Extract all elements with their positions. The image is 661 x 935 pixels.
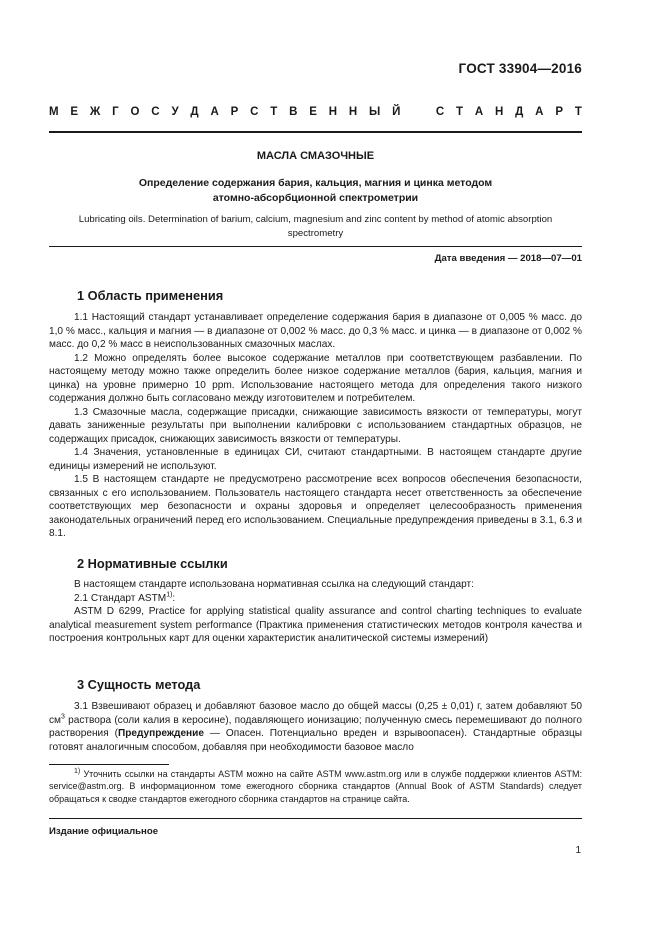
- banner-letter: Д: [190, 106, 199, 118]
- banner-letter: Н: [328, 106, 338, 118]
- paragraph-1-3: 1.3 Смазочные масла, содержащие присадки, снижающие зависимость вязкости от температуры, могут давать заниженные результаты при выполнении калибровки с использованием стандартных образцов, не содержащих присадок, снижающих зависимость вязкости от температуры.: [49, 406, 582, 445]
- astm-colon: :: [172, 592, 176, 604]
- footnote-marker: 1): [74, 768, 81, 775]
- section-3-heading: 3 Сущность метода: [77, 677, 201, 692]
- paragraph-3-1: [49, 700, 582, 754]
- banner-letter: А: [210, 106, 219, 118]
- banner-letter: С: [250, 106, 259, 118]
- banner-letter: Н: [495, 106, 504, 118]
- banner-letter: С: [435, 106, 445, 118]
- paragraph-3-1-part-b: раствора (соли калия в керосине), подавляющего ионизацию; полученную смесь перемешивают до полного растворения (: [49, 714, 582, 739]
- gost-code: ГОСТ 33904—2016: [458, 61, 582, 76]
- footnote-text-block: [49, 768, 582, 805]
- english-title: [49, 213, 582, 241]
- banner-letter: Е: [309, 106, 317, 118]
- banner-letter: В: [289, 106, 298, 118]
- banner-letter: М: [49, 106, 59, 118]
- banner-letter: О: [130, 106, 140, 118]
- page-number: 1: [575, 845, 581, 856]
- subtitle-line: Определение содержания бария, кальция, магния и цинка методом: [138, 177, 493, 189]
- banner-letter: Р: [230, 106, 239, 118]
- paragraph-astm-d6299: ASTM D 6299, Practice for applying statistical quality assurance and control charting techniques to evaluate analytical measurement system performance (Практика применения статистических методов контроля качества и построения контрольных карт для оценки характеристик аналитической системы измерений): [49, 606, 582, 644]
- english-title-line: spectrometry: [287, 228, 344, 239]
- paragraph-1-2: 1.2 Можно определять более высокое содержание металлов при соответствующем разбавлении. По настоящему методу можно также определить более низкое содержание металлов (бария, кальция, магния и цинка) на уровне примерно 10 ppm. Использование настоящего метода для определения такого низкого содержания должно быть согласовано между изготовителем и потребителем.: [49, 352, 582, 404]
- paragraph-2-1: [49, 592, 582, 606]
- paragraph-3-1-part-a: 3.1 Взвешивают образец и добавляют базовое масло до общей массы (0,25 ± 0,01) г, затем добавляют 50 см: [49, 701, 582, 726]
- banner-letter: Ж: [89, 106, 101, 118]
- warning-label: Предупреждение: [117, 728, 204, 739]
- banner-letter: Е: [70, 106, 79, 118]
- footnote: [49, 768, 582, 805]
- introduction-date: Дата введения — 2018—07—01: [434, 253, 582, 264]
- paragraph-3-1-part-c: — Опасен. Потенциально вреден и взрывоопасен). Стандартные образцы готовят аналогичным способом, добавляя при необходимости базовое масло: [49, 728, 582, 753]
- title-rule: [49, 246, 582, 247]
- banner-letter: А: [474, 106, 484, 118]
- banner-letter: Р: [555, 106, 563, 118]
- section-2-heading: 2 Нормативные ссылки: [77, 556, 228, 571]
- document-title: МАСЛА СМАЗОЧНЫЕ: [256, 150, 375, 162]
- banner-letter: Т: [574, 106, 582, 118]
- section-3-body: [49, 700, 582, 754]
- header-rule: [49, 131, 582, 133]
- banner-letter: Г: [112, 106, 119, 118]
- unit-superscript: 3: [61, 713, 65, 721]
- banner-letter: Ы: [369, 106, 381, 118]
- banner-letter: Д: [515, 106, 524, 118]
- english-title-line: Lubricating oils. Determination of barium, calcium, magnesium and zinc content by method of atomic absorption: [78, 214, 553, 225]
- banner-letter: С: [151, 106, 160, 118]
- footer-rule: [49, 818, 582, 819]
- paragraph-1-5: 1.5 В настоящем стандарте не предусмотрено рассмотрение всех вопросов обеспечения безопасности, связанных с его использованием. Пользователь настоящего стандарта несет ответственность за обеспечение соответствующих мер безопасности и охраны здоровья и определяет целесообразность применения законодательных ограничений перед его использованием. Специальные предупреждения приведены в 3.1, 6.3 и 8.1.: [49, 474, 582, 539]
- banner-letter: Н: [348, 106, 358, 118]
- paragraph-2-intro: В настоящем стандарте использована нормативная ссылка на следующий стандарт:: [74, 579, 474, 590]
- banner-letter: Й: [392, 106, 401, 118]
- section-1-body: [49, 311, 582, 541]
- section-2-body: [49, 578, 582, 646]
- official-edition: Издание официальное: [49, 826, 159, 837]
- astm-text: 2.1 Стандарт ASTM: [74, 592, 167, 604]
- subtitle-line: атомно-абсорбционной спектрометрии: [212, 192, 419, 204]
- banner-letter: У: [171, 106, 179, 118]
- section-1-heading: 1 Область применения: [77, 288, 224, 303]
- footnote-text: Уточнить ссылки на стандарты ASTM можно на сайте ASTM www.astm.org или в службе поддержки клиентов ASTM: service@astm.org. В информационном томе ежегодного сборника стандартов (Annual Book of ASTM Standards) следует обращаться к сводке стандартов ежегодного сборника стандартов на странице сайта.: [49, 769, 582, 804]
- footnote-separator: [49, 764, 169, 765]
- document-subtitle: [60, 176, 571, 206]
- banner-letter: Т: [456, 106, 464, 118]
- banner-letter: Т: [270, 106, 278, 118]
- footnote-ref: 1): [166, 591, 173, 599]
- paragraph-1-1: 1.1 Настоящий стандарт устанавливает определение содержания бария в диапазоне от 0,005 % масс. до 1,0 % масс., кальция и магния — в диапазоне от 0,002 % масс. до 0,3 % масс. и цинка — в диапазоне от 0,002 % масс. до 0,2 % масс в неиспользованных смазочных маслах.: [49, 312, 582, 350]
- interstate-standard-banner: [49, 106, 582, 118]
- paragraph-1-4: 1.4 Значения, установленные в единицах СИ, считают стандартными. В настоящем стандарте другие единицы измерений не используют.: [49, 447, 582, 472]
- banner-letter: А: [535, 106, 544, 118]
